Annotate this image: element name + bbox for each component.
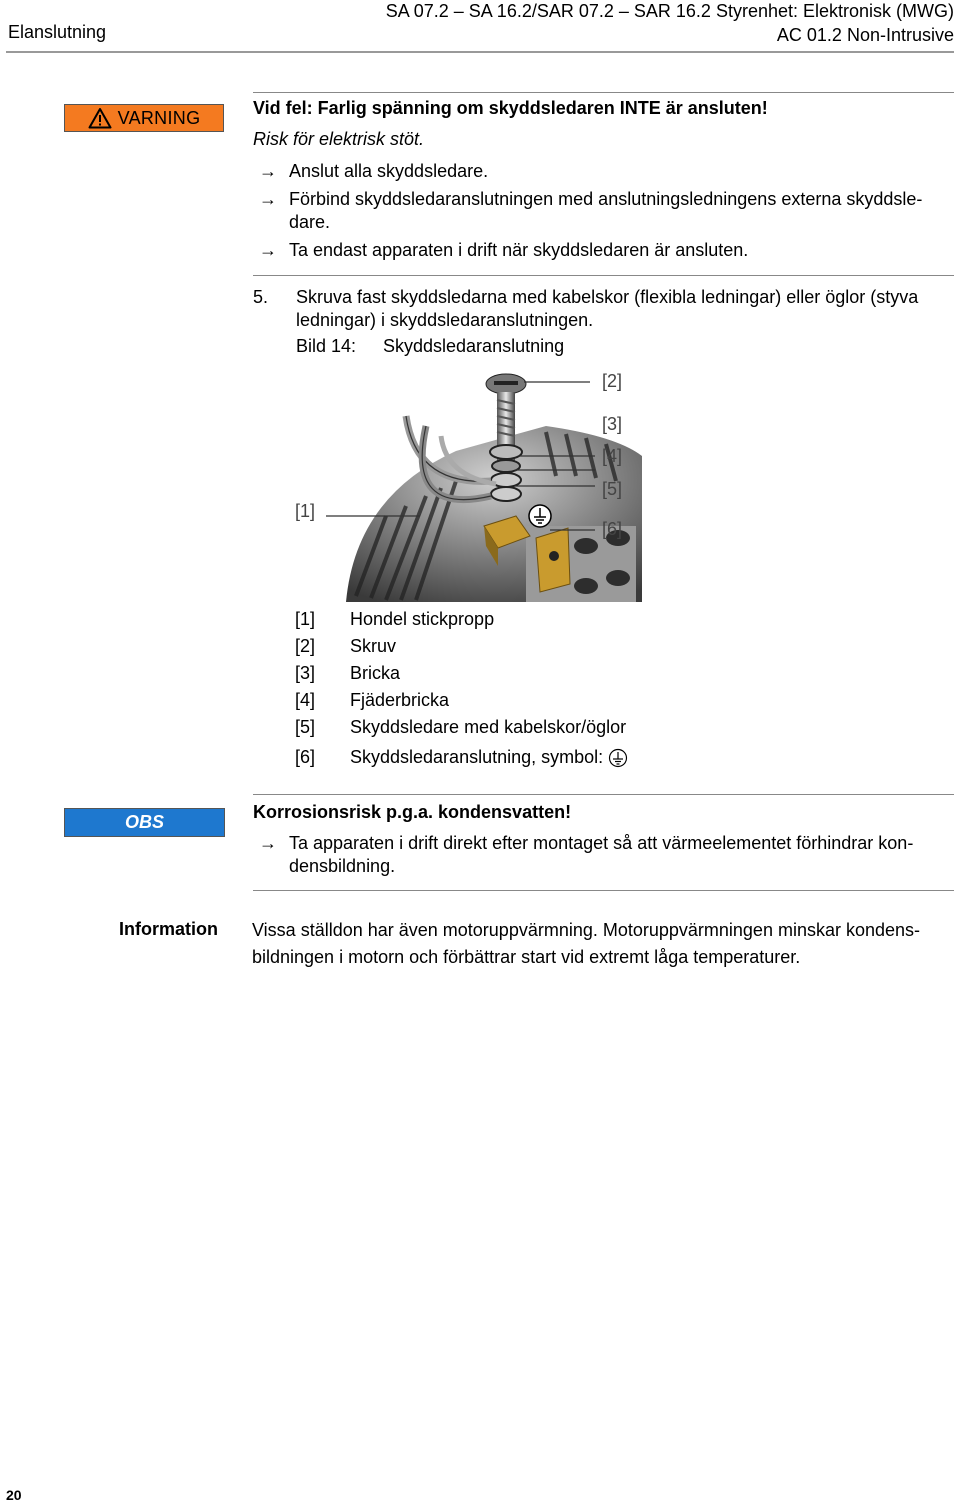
- callout-4: [4]: [602, 446, 623, 466]
- legend-number: [3]: [295, 663, 316, 683]
- info-text: [252, 917, 920, 971]
- callout-5: [5]: [602, 479, 623, 499]
- arrow-icon: →: [259, 161, 277, 181]
- figure-caption: Skyddsledaranslutning: [383, 336, 565, 356]
- legend-row: [295, 741, 628, 774]
- notice-bottom-rule: [253, 890, 954, 891]
- info-text-line2: bildningen i motorn och förbättrar start vid extremt låga temperaturer.: [252, 947, 801, 967]
- step-number: 5.: [253, 287, 269, 307]
- ground-symbol-icon: [608, 748, 628, 768]
- warning-steps: [253, 160, 958, 262]
- notice-step: [253, 832, 958, 855]
- legend-row: [295, 714, 628, 741]
- warning-step-text: Anslut alla skyddsledare.: [289, 161, 489, 181]
- document-title: [386, 0, 954, 47]
- info-label: Information: [119, 919, 218, 939]
- warning-step-continued: [253, 211, 958, 234]
- legend-row: [295, 633, 628, 660]
- legend-text: Skyddsledaranslutning, symbol:: [350, 747, 604, 767]
- warning-bottom-rule: [253, 275, 954, 276]
- warning-risk: Risk för elektrisk stöt.: [253, 129, 425, 149]
- legend-text: Bricka: [350, 663, 401, 683]
- callout-3: [3]: [602, 414, 623, 434]
- warning-step: [253, 239, 958, 262]
- document-title-line2: AC 01.2 Non-Intrusive: [776, 25, 954, 45]
- warning-step: [253, 188, 958, 211]
- step-text-line2: ledningar) i skyddsledaranslutningen.: [296, 310, 594, 330]
- notice-steps: [253, 832, 958, 878]
- arrow-icon: →: [259, 240, 277, 260]
- step-text-line1: Skruva fast skyddsledarna med kabelskor (flexibla ledningar) eller öglor (styva: [296, 287, 919, 307]
- arrow-icon: →: [259, 833, 277, 853]
- legend-text: Skruv: [350, 636, 397, 656]
- legend-number: [5]: [295, 717, 316, 737]
- callout-1: [1]: [295, 501, 316, 521]
- notice-step-continued: [253, 855, 958, 878]
- arrow-icon: →: [259, 189, 277, 209]
- figure-label: Bild 14:: [296, 336, 357, 356]
- warning-step-text: Förbind skyddsledaranslutningen med anslutningsledningens externa skyddsle-: [289, 189, 923, 209]
- document-title-line1: SA 07.2 – SA 16.2/SAR 07.2 – SAR 16.2 Styrenhet: Elektronisk (MWG): [385, 1, 954, 21]
- notice-badge: OBS: [64, 808, 225, 837]
- warning-top-rule: [253, 92, 954, 93]
- page-number: 20: [6, 1487, 22, 1503]
- callout-2: [2]: [602, 371, 623, 391]
- callout-6: [6]: [602, 519, 623, 539]
- notice-top-rule: [253, 794, 954, 795]
- legend-number: [1]: [295, 609, 316, 629]
- notice-step-text: densbildning.: [289, 856, 396, 876]
- figure-legend: [295, 606, 628, 774]
- warning-triangle-icon: [88, 107, 112, 129]
- warning-step-text: Ta endast apparaten i drift när skyddsledaren är ansluten.: [289, 240, 749, 260]
- step-text: [296, 286, 918, 332]
- legend-number: [4]: [295, 690, 316, 710]
- warning-badge-label: VARNING: [117, 107, 201, 128]
- info-text-line1: Vissa ställdon har även motoruppvärmning. Motoruppvärmningen minskar kondens-: [252, 920, 921, 940]
- section-title: Elanslutning: [8, 22, 107, 42]
- legend-number: [2]: [295, 636, 316, 656]
- warning-badge: [64, 104, 224, 132]
- legend-number: [6]: [295, 747, 316, 767]
- legend-text: Skyddsledare med kabelskor/öglor: [350, 717, 627, 737]
- warning-step: [253, 160, 958, 183]
- legend-text: Fjäderbricka: [350, 690, 450, 710]
- warning-step-text: dare.: [289, 212, 331, 232]
- header-divider: [6, 51, 954, 53]
- notice-heading: Korrosionsrisk p.g.a. kondensvatten!: [253, 802, 572, 822]
- legend-row: [295, 687, 628, 714]
- legend-text: Hondel stickpropp: [350, 609, 495, 629]
- callout-lines: [300, 370, 623, 550]
- legend-row: [295, 660, 628, 687]
- warning-heading: Vid fel: Farlig spänning om skyddsledaren INTE är ansluten!: [253, 98, 768, 118]
- notice-step-text: Ta apparaten i drift direkt efter montaget så att värmeelementet förhindrar kon-: [289, 833, 914, 853]
- legend-row: [295, 606, 628, 633]
